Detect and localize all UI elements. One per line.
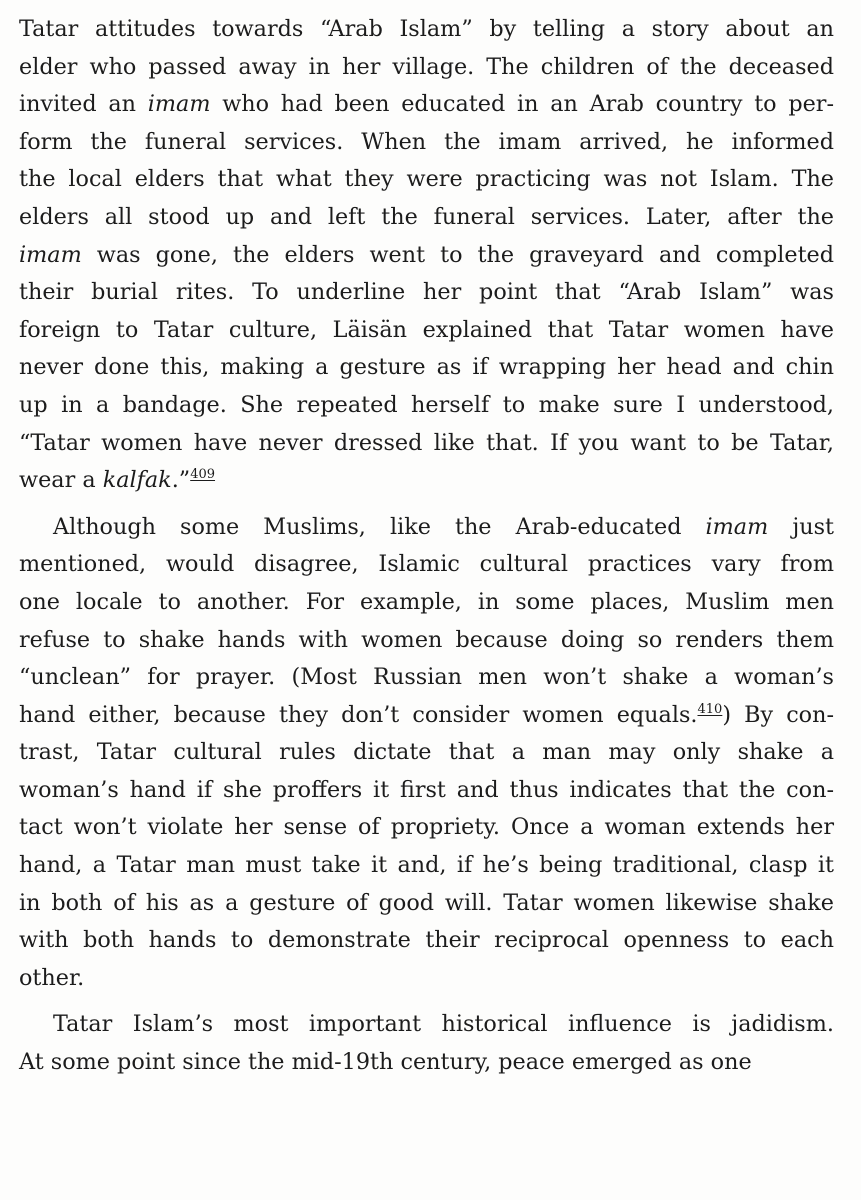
paragraph: [19, 509, 834, 998]
text-line: up in a bandage. She repeated herself to make sure I understood,: [19, 391, 834, 418]
text-line: hand either, because they don’t consider women equals.$^{410}$) By con-: [19, 701, 834, 728]
text-line: “unclean” for prayer. (Most Russian men won’t shake a woman’s: [19, 664, 834, 691]
text-line: one locale to another. For example, in some places, Muslim men: [19, 588, 834, 615]
text-line: their burial rites. To underline her point that “Arab Islam” was: [19, 279, 834, 306]
body-text: [19, 11, 834, 1082]
text-line: elders all stood up and left the funeral services. Later, after the: [19, 203, 834, 230]
text-line: imam was gone, the elders went to the graveyard and completed: [19, 241, 834, 268]
text-line: other.: [19, 964, 85, 991]
text-line: woman’s hand if she proffers it first and thus indicates that the con-: [19, 776, 834, 803]
italic-term: imam: [705, 513, 769, 540]
text-line: form the funeral services. When the imam arrived, he informed: [19, 128, 834, 155]
text-line: wear a kalfak.”$^{409}$: [19, 467, 216, 494]
text-line: the local elders that what they were practicing was not Islam. The: [19, 166, 834, 193]
text-line: invited an imam who had been educated in an Arab country to per-: [19, 91, 834, 118]
text-line: elder who passed away in her village. The children of the deceased: [19, 53, 834, 80]
italic-term: kalfak: [102, 467, 172, 494]
footnote-reference[interactable]: 410: [697, 701, 723, 717]
paragraph: [19, 11, 834, 500]
text-line: refuse to shake hands with women because doing so renders them: [19, 626, 834, 653]
text-line: with both hands to demonstrate their reciprocal openness to each: [19, 927, 834, 954]
paragraph: [19, 1006, 834, 1081]
text-line: “Tatar women have never dressed like that. If you want to be Tatar,: [19, 429, 834, 456]
text-line: in both of his as a gesture of good will. Tatar women likewise shake: [19, 889, 834, 916]
text-line: Tatar Islam’s most important historical influence is jadidism.: [53, 1011, 834, 1038]
text-line: trast, Tatar cultural rules dictate that a man may only shake a: [19, 739, 834, 766]
text-line: tact won’t violate her sense of propriety. Once a woman extends her: [19, 814, 834, 841]
text-line: mentioned, would disagree, Islamic cultural practices vary from: [19, 551, 834, 578]
text-line: foreign to Tatar culture, Läisän explained that Tatar women have: [19, 316, 834, 343]
italic-term: imam: [19, 241, 82, 268]
text-line: hand, a Tatar man must take it and, if he’s being traditional, clasp it: [19, 852, 834, 879]
text-line: Tatar attitudes towards “Arab Islam” by telling a story about an: [19, 16, 834, 42]
text-line: At some point since the mid-19th century, peace emerged as one: [19, 1049, 752, 1076]
italic-term: imam: [147, 91, 211, 118]
footnote-reference[interactable]: 409: [190, 467, 216, 483]
text-line: Although some Muslims, like the Arab-educated imam just: [53, 513, 834, 540]
text-line: never done this, making a gesture as if wrapping her head and chin: [19, 354, 834, 381]
